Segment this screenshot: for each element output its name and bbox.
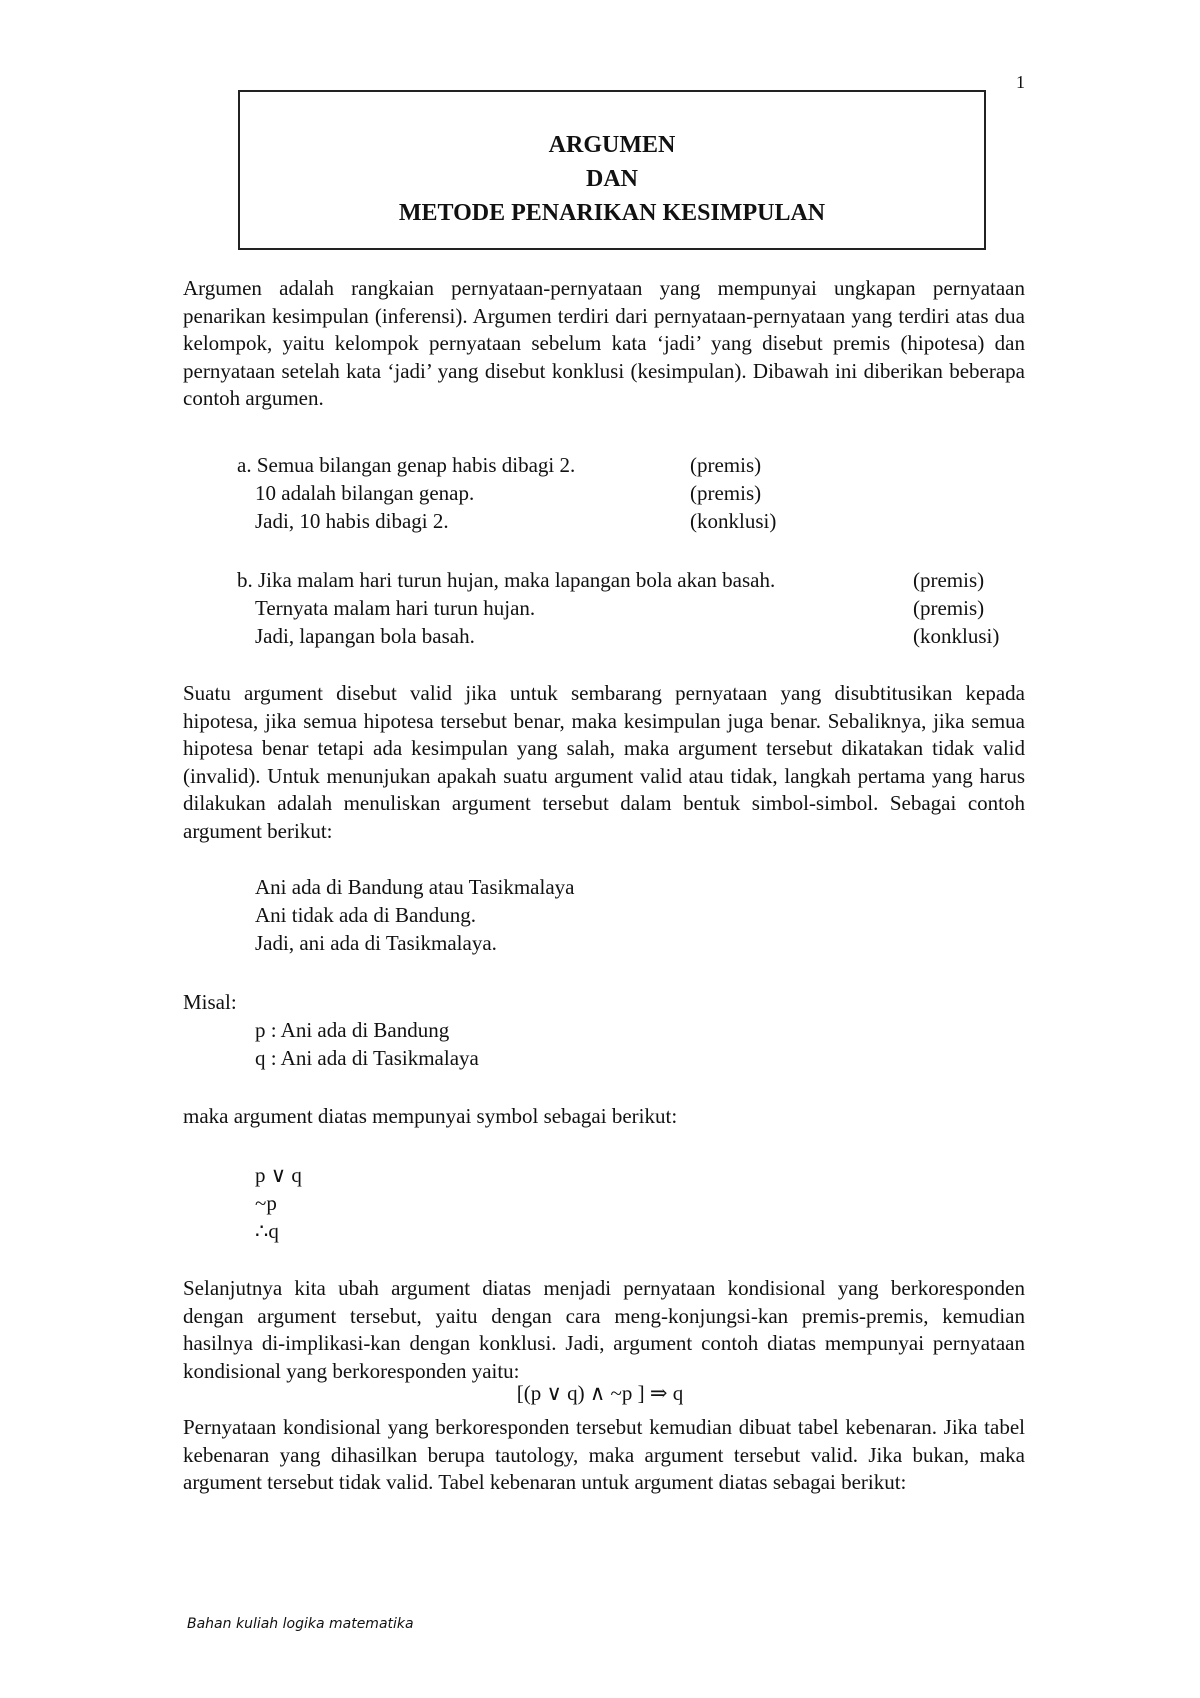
example-a-line-3: Jadi, 10 habis dibagi 2. xyxy=(255,509,449,533)
conditional-paragraph: Selanjutnya kita ubah argument diatas menjadi pernyataan kondisional yang berkoresponden dengan argument tersebut, yaitu dengan cara meng-konjungsi-kan premis-premis, kemudian hasilnya di-implikasi-kan dengan konklusi. Jadi, argument contoh diatas mempunyai pernyataan kondisional yang berkoresponden yaitu: xyxy=(183,1276,1025,1383)
validity-paragraph: Suatu argument disebut valid jika untuk sembarang pernyataan yang disubtitusikan kepada hipotesa, jika semua hipotesa tersebut benar, maka kesimpulan juga benar. Sebaliknya, jika semua hipotesa benar tetapi ada kesimpulan yang salah, maka argument tersebut dikatakan tidak valid (invalid). Untuk menunjukan apakah suatu argument valid atau tidak, langkah pertama yang harus dilakukan adalah menuliskan argument tersebut dalam bentuk simbol-simbol. Sebagai contoh argument berikut: xyxy=(183,681,1025,843)
example-c-line-3: Jadi, ani ada di Tasikmalaya. xyxy=(255,931,497,955)
definition-p: p : Ani ada di Bandung xyxy=(255,1018,450,1042)
example-b-line-1: b. Jika malam hari turun hujan, maka lapangan bola akan basah. xyxy=(237,568,776,592)
title-line-1: ARGUMEN xyxy=(548,132,676,158)
example-b-label-2: (premis) xyxy=(913,596,985,620)
truth-table-paragraph: Pernyataan kondisional yang berkoresponden tersebut kemudian dibuat tabel kebenaran. Jika tabel kebenaran yang dihasilkan berupa tautology, maka argument tersebut valid. Jika bukan, maka argument tersebut tidak valid. Tabel kebenaran untuk argument diatas sebagai berikut: xyxy=(183,1415,1025,1494)
title-line-3: METODE PENARIKAN KESIMPULAN xyxy=(398,200,826,226)
example-b-line-2: Ternyata malam hari turun hujan. xyxy=(255,596,536,620)
symbol-premise-1: p ∨ q xyxy=(255,1163,302,1187)
example-a-label-1: (premis) xyxy=(690,453,762,477)
example-a-line-1: a. Semua bilangan genap habis dibagi 2. xyxy=(237,453,576,477)
example-c-line-1: Ani ada di Bandung atau Tasikmalaya xyxy=(255,875,575,899)
conditional-formula: [(p ∨ q) ∧ ~p ] ⇒ q xyxy=(516,1381,684,1405)
definition-q: q : Ani ada di Tasikmalaya xyxy=(255,1046,479,1070)
example-b-label-3: (konklusi) xyxy=(913,624,1000,648)
page-number: 1 xyxy=(1016,72,1025,92)
symbol-conclusion: ∴q xyxy=(255,1219,279,1243)
example-b-label-1: (premis) xyxy=(913,568,985,592)
misal-label: Misal: xyxy=(183,990,237,1014)
example-a-line-2: 10 adalah bilangan genap. xyxy=(255,481,475,505)
footer-text: Bahan kuliah logika matematika xyxy=(187,1616,414,1632)
title-line-2: DAN xyxy=(586,166,638,192)
symbol-intro: maka argument diatas mempunyai symbol sebagai berikut: xyxy=(183,1104,678,1128)
intro-paragraph: Argumen adalah rangkaian pernyataan-pernyataan yang mempunyai ungkapan pernyataan penarikan kesimpulan (inferensi). Argumen terdiri dari pernyataan-pernyataan yang terdiri atas dua kelompok, yaitu kelompok pernyataan sebelum kata ‘jadi’ yang disebut premis (hipotesa) dan pernyataan setelah kata ‘jadi’ yang disebut konklusi (kesimpulan). Dibawah ini diberikan beberapa contoh argumen. xyxy=(183,276,1025,410)
example-a-label-3: (konklusi) xyxy=(690,509,777,533)
example-b-line-3: Jadi, lapangan bola basah. xyxy=(255,624,475,648)
example-c-line-2: Ani tidak ada di Bandung. xyxy=(255,903,477,927)
symbol-premise-2: ~p xyxy=(255,1191,277,1215)
title-box xyxy=(238,90,986,250)
example-a-label-2: (premis) xyxy=(690,481,762,505)
